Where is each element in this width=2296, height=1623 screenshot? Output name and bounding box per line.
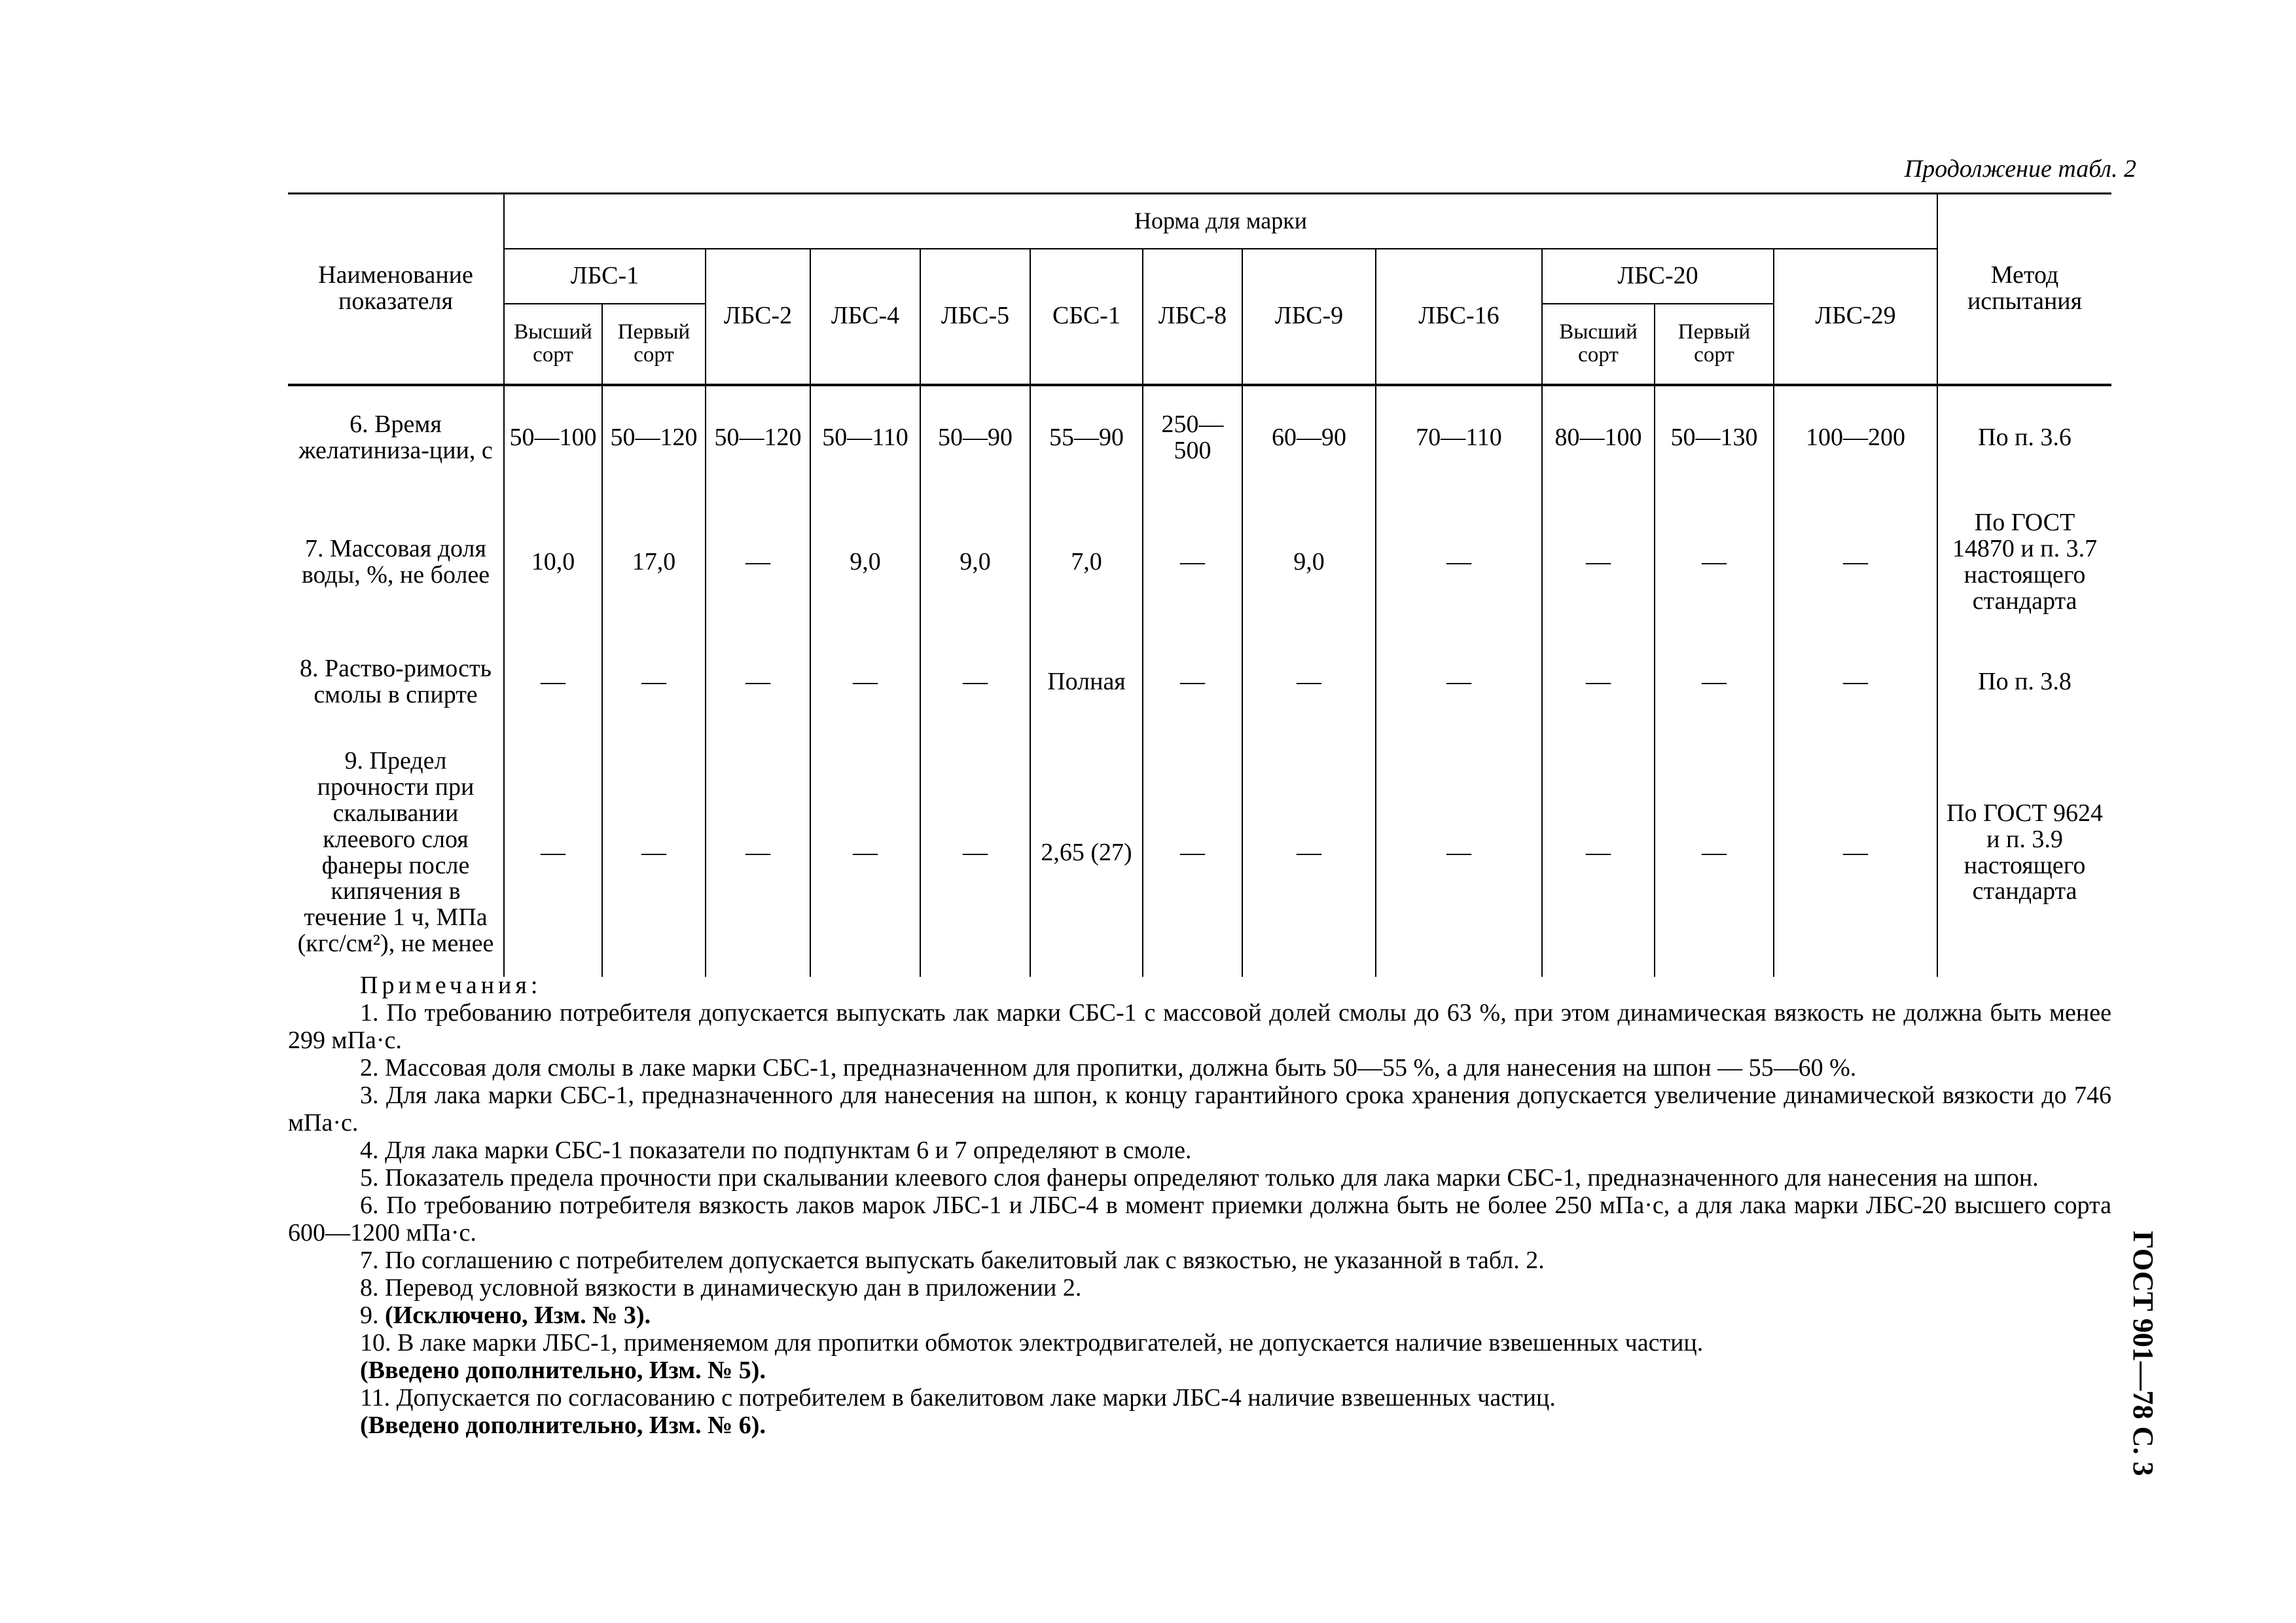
- note-item: 4. Для лака марки СБС-1 показатели по подпунктам 6 и 7 определяют в смоле.: [360, 1137, 1192, 1164]
- value-cell: 9,0: [1242, 490, 1376, 636]
- header-grade-lbs2: ЛБС-2: [706, 249, 810, 385]
- header-grade-lbs9: ЛБС-9: [1242, 249, 1376, 385]
- header-grade-lbs8: ЛБС-8: [1143, 249, 1242, 385]
- note-item: 8. Перевод условной вязкости в динамическую дан в приложении 2.: [360, 1274, 1082, 1302]
- value-cell: —: [1774, 729, 1937, 977]
- value-cell: —: [706, 729, 810, 977]
- header-sort-highest: Высший сорт: [1542, 304, 1655, 385]
- value-cell: —: [1143, 729, 1242, 977]
- value-cell: —: [706, 490, 810, 636]
- note-item: 3. Для лака марки СБС-1, предназначенного для нанесения на шпон, к концу гарантийного срока хранения допускается увеличение динамической вязкости до 746 мПа·с.: [288, 1082, 2111, 1137]
- value-cell: —: [1542, 636, 1655, 729]
- value-cell: 70—110: [1376, 385, 1542, 490]
- value-cell: —: [1542, 490, 1655, 636]
- value-cell: —: [1143, 636, 1242, 729]
- value-cell: —: [1376, 636, 1542, 729]
- value-cell: 17,0: [602, 490, 706, 636]
- header-grade-lbs5: ЛБС-5: [920, 249, 1030, 385]
- value-cell: Полная: [1030, 636, 1143, 729]
- value-cell: —: [706, 636, 810, 729]
- note-item-9: [288, 1302, 2111, 1329]
- header-indicator-name: Наименование показателя: [288, 194, 504, 385]
- value-cell: —: [920, 636, 1030, 729]
- header-grade-lbs16: ЛБС-16: [1376, 249, 1542, 385]
- value-cell: 50—100: [504, 385, 602, 490]
- document-side-label: ГОСТ 901—78 С. 3: [2127, 1231, 2159, 1476]
- header-method: Метод испытания: [1937, 194, 2111, 385]
- header-grade-lbs20: ЛБС-20: [1542, 249, 1774, 304]
- value-cell: 9,0: [810, 490, 920, 636]
- row-name-cell: 8. Раство-римость смолы в спирте: [288, 636, 504, 729]
- note-11-amendment: (Введено дополнительно, Изм. № 6).: [360, 1412, 766, 1439]
- table-row: [288, 490, 2111, 636]
- header-norm: Норма для марки: [504, 194, 1937, 249]
- value-cell: —: [1655, 490, 1774, 636]
- value-cell: 60—90: [1242, 385, 1376, 490]
- header-grade-lbs4: ЛБС-4: [810, 249, 920, 385]
- value-cell: —: [1242, 729, 1376, 977]
- header-grade-lbs1: ЛБС-1: [504, 249, 706, 304]
- value-cell: 7,0: [1030, 490, 1143, 636]
- value-cell: 50—120: [602, 385, 706, 490]
- value-cell: 80—100: [1542, 385, 1655, 490]
- specification-table: [288, 192, 2111, 977]
- value-cell: —: [1655, 636, 1774, 729]
- value-cell: —: [1542, 729, 1655, 977]
- value-cell: —: [1655, 729, 1774, 977]
- note-item: 7. По соглашению с потребителем допускается выпускать бакелитовый лак с вязкостью, не указанной в табл. 2.: [360, 1247, 1545, 1274]
- note-item: 1. По требованию потребителя допускается выпускать лак марки СБС-1 с массовой долей смолы до 63 %, при этом динамическая вязкость не должна быть менее 299 мПа·с.: [288, 999, 2111, 1054]
- header-grade-lbs29: ЛБС-29: [1774, 249, 1937, 385]
- note-item: 5. Показатель предела прочности при скалывании клеевого слоя фанеры определяют только для лака марки СБС-1, предназначенного для нанесения на шпон.: [360, 1164, 2039, 1192]
- value-cell: —: [504, 729, 602, 977]
- value-cell: —: [810, 636, 920, 729]
- value-cell: —: [602, 636, 706, 729]
- value-cell: 250—500: [1143, 385, 1242, 490]
- note-item-11: 11. Допускается по согласованию с потребителем в бакелитовом лаке марки ЛБС-4 наличие взвешенных частиц.: [360, 1384, 1556, 1412]
- note-item-10: 10. В лаке марки ЛБС-1, применяемом для пропитки обмоток электродвигателей, не допускается наличие взвешенных частиц.: [360, 1329, 1704, 1357]
- method-cell: По ГОСТ 9624 и п. 3.9 настоящего стандарта: [1937, 729, 2111, 977]
- note-10-amendment: (Введено дополнительно, Изм. № 5).: [360, 1357, 766, 1384]
- note-item-10-amendment: [288, 1357, 2111, 1384]
- table-row: [288, 385, 2111, 490]
- row-name-cell: 9. Предел прочности при скалывании клеевого слоя фанеры после кипячения в течение 1 ч, МПа (кгс/см²), не менее: [288, 729, 504, 977]
- header-sort-highest: Высший сорт: [504, 304, 602, 385]
- method-cell: По п. 3.6: [1937, 385, 2111, 490]
- value-cell: 55—90: [1030, 385, 1143, 490]
- row-name-cell: 7. Массовая доля воды, %, не более: [288, 490, 504, 636]
- value-cell: 2,65 (27): [1030, 729, 1143, 977]
- note-item: 2. Массовая доля смолы в лаке марки СБС-1, предназначенном для пропитки, должна быть 50—55 %, а для нанесения на шпон — 55—60 %.: [360, 1054, 1857, 1082]
- header-grade-sbs1: СБС-1: [1030, 249, 1143, 385]
- value-cell: —: [602, 729, 706, 977]
- value-cell: 10,0: [504, 490, 602, 636]
- value-cell: 50—90: [920, 385, 1030, 490]
- table-continuation-label: Продолжение табл. 2: [1904, 155, 2136, 183]
- value-cell: 50—120: [706, 385, 810, 490]
- note-item-11-amendment: [288, 1412, 2111, 1439]
- value-cell: —: [920, 729, 1030, 977]
- value-cell: —: [810, 729, 920, 977]
- value-cell: —: [504, 636, 602, 729]
- value-cell: 50—110: [810, 385, 920, 490]
- notes-section: [288, 972, 2111, 1439]
- value-cell: —: [1774, 490, 1937, 636]
- row-name-cell: 6. Время желатиниза-ции, с: [288, 385, 504, 490]
- method-cell: По п. 3.8: [1937, 636, 2111, 729]
- note-9-number: 9.: [360, 1302, 379, 1329]
- value-cell: 9,0: [920, 490, 1030, 636]
- value-cell: —: [1143, 490, 1242, 636]
- note-9-amendment: (Исключено, Изм. № 3).: [385, 1302, 651, 1329]
- value-cell: —: [1376, 490, 1542, 636]
- value-cell: —: [1242, 636, 1376, 729]
- value-cell: 100—200: [1774, 385, 1937, 490]
- value-cell: 50—130: [1655, 385, 1774, 490]
- value-cell: —: [1774, 636, 1937, 729]
- header-sort-first: Первый сорт: [1655, 304, 1774, 385]
- value-cell: —: [1376, 729, 1542, 977]
- note-item: 6. По требованию потребителя вязкость лаков марок ЛБС-1 и ЛБС-4 в момент приемки должна быть не более 250 мПа·с, а для лака марки ЛБС-20 высшего сорта 600—1200 мПа·с.: [288, 1192, 2111, 1247]
- table-row: [288, 636, 2111, 729]
- table-row: [288, 729, 2111, 977]
- method-cell: По ГОСТ 14870 и п. 3.7 настоящего стандарта: [1937, 490, 2111, 636]
- header-sort-first: Первый сорт: [602, 304, 706, 385]
- notes-title: Примечания:: [360, 972, 542, 999]
